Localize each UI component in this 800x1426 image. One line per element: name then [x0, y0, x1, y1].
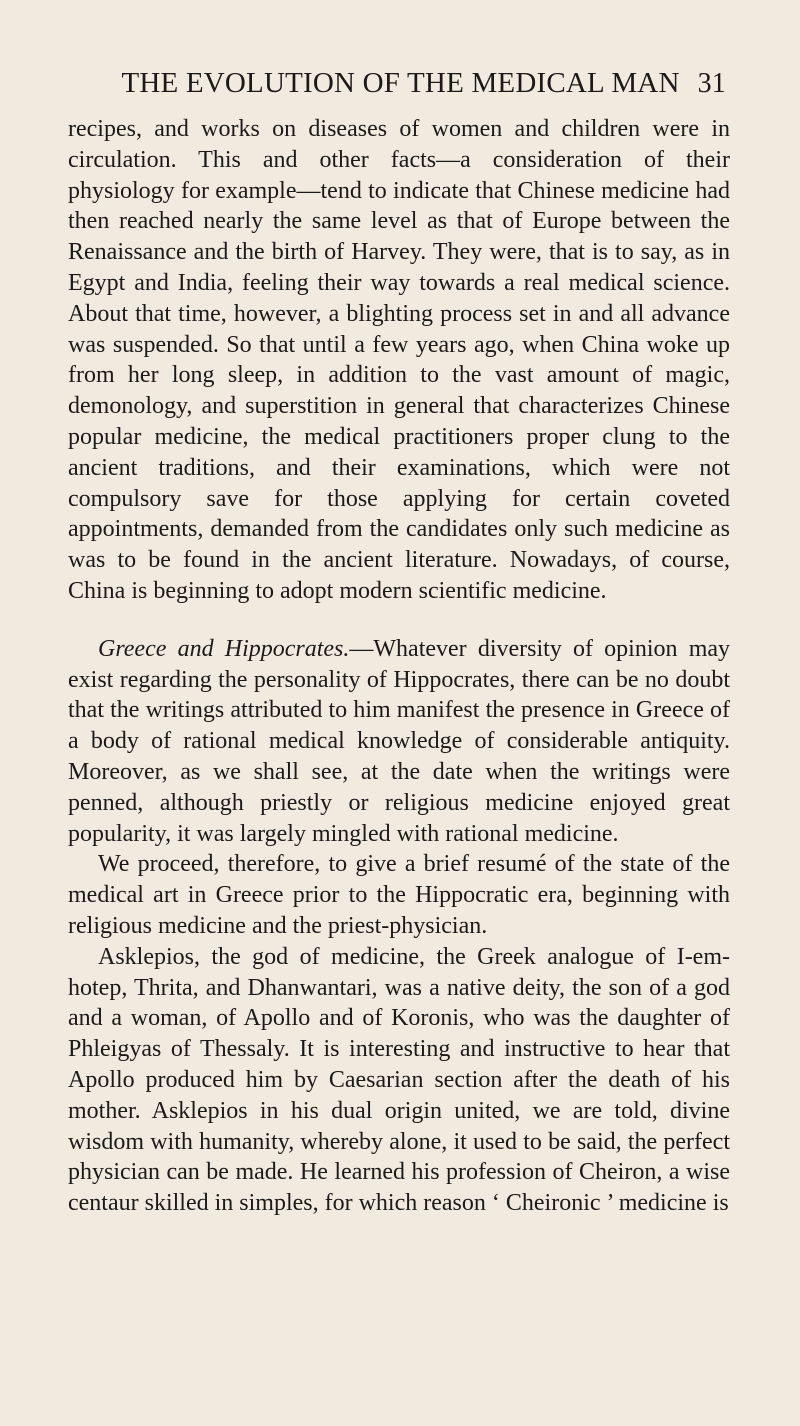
- running-title: THE EVOLUTION OF THE MEDICAL MAN: [121, 67, 680, 99]
- paragraph-greece-text: —Whatever diversity of opinion may exist regarding the personality of Hippocrates, there can be no doubt that the writings attributed to him manifest the presence in Greece of a body of rational medical knowledge of considerable antiquity. Moreover, as we shall see, at the date when the writings were penned, although priestly or religious medicine enjoyed great popularity, it was largely mingled with rational medicine.: [68, 635, 731, 847]
- paragraph-greece-hippocrates: [68, 634, 730, 850]
- paragraph-china-medicine: recipes, and works on diseases of women and children were in circulation. This and other facts—a consideration of their physiology for example—tend to indicate that Chinese medicine had then reached nearly the same level as that of Europe between the Renaissance and the birth of Harvey. They were, that is to say, as in Egypt and India, feeling their way towards a real medical science. About that time, however, a blighting process set in and all advance was suspended. So that until a few years ago, when China woke up from her long sleep, in addition to the vast amount of magic, demonology, and superstition in general that characterizes Chinese popular medicine, the medical practitioners proper clung to the ancient traditions, and their examinations, which were not compulsory save for those applying for certain coveted appointments, demanded from the candidates only such medicine as was to be found in the ancient literature. Nowadays, of course, China is beginning to adopt modern scientific medicine.: [68, 116, 730, 604]
- paragraph-resume: We proceed, therefore, to give a brief resumé of the state of the medical art in Greece prior to the Hippocratic era, beginning with religious medicine and the priest-physician.: [68, 851, 730, 939]
- paragraph-gap: [68, 607, 730, 634]
- paragraph-asklepios: Asklepios, the god of medicine, the Greek analogue of I-em-hotep, Thrita, and Dhanwantari, was a native deity, the son of a god and a woman, of Apollo and of Koronis, who was the daughter of Phleigyas of Thessaly. It is interesting and instructive to hear that Apollo produced him by Caesarian section after the death of his mother. Asklepios in his dual origin united, we are told, divine wisdom with humanity, whereby alone, it used to be said, the perfect physician can be made. He learned his profession of Cheiron, a wise centaur skilled in simples, for which reason ‘ Cheironic ’ medicine is: [68, 943, 730, 1217]
- section-title: Greece and Hippocrates.: [98, 635, 350, 662]
- page-number: 31: [697, 68, 726, 99]
- running-header: [68, 66, 730, 100]
